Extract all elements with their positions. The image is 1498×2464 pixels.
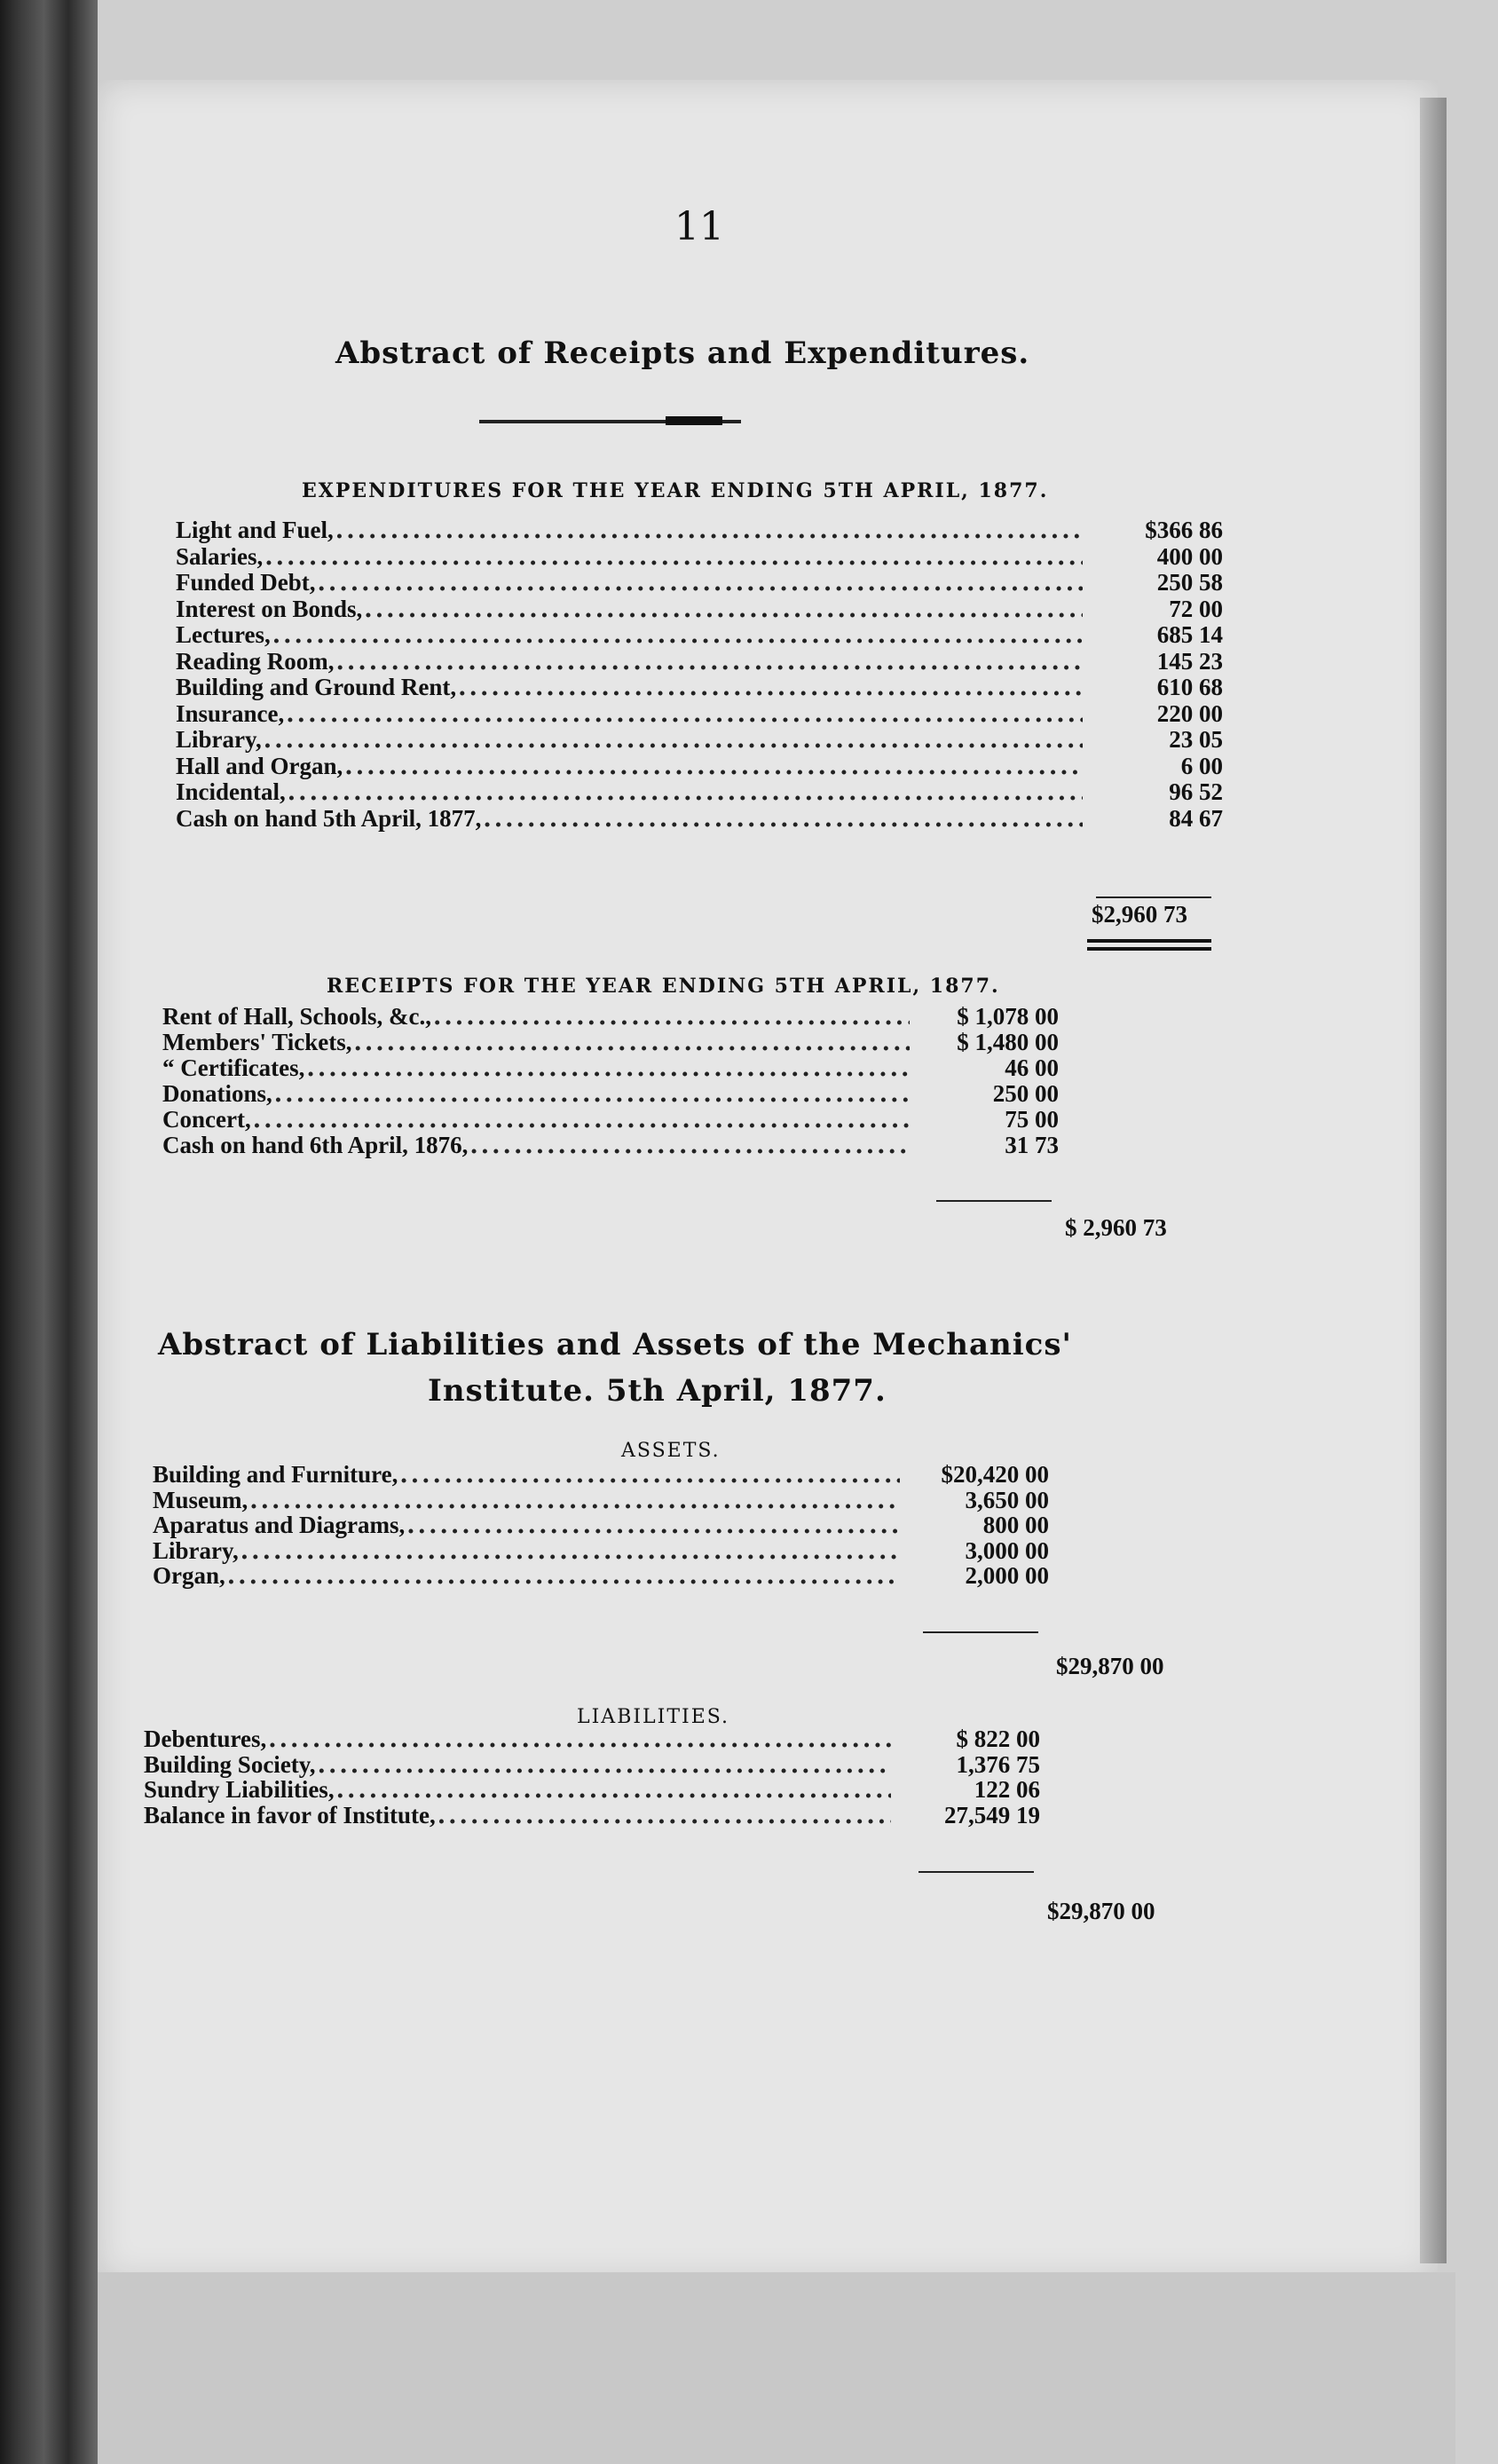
expenditure-row	[176, 648, 1223, 675]
liabilities-caption: LIABILITIES.	[577, 1706, 730, 1728]
expenditure-amount: 6 00	[1180, 752, 1223, 779]
expenditures-caption: EXPENDITURES FOR THE YEAR ENDING 5TH APRIL, 1877.	[302, 479, 1049, 502]
receipt-label: Rent of Hall, Schools, &c.,	[162, 1003, 431, 1030]
book-spine	[0, 0, 98, 2464]
dot-leader	[266, 1726, 891, 1753]
receipt-label: Donations,	[162, 1080, 272, 1107]
dot-leader	[343, 753, 1083, 780]
assets-caption: ASSETS.	[621, 1440, 721, 1462]
liability-row	[144, 1726, 1040, 1752]
dot-leader	[239, 1537, 900, 1565]
liabilities-total: $29,870 00	[1047, 1898, 1155, 1924]
receipt-label: Members' Tickets,	[162, 1029, 352, 1055]
expenditure-label: Library,	[176, 726, 262, 753]
asset-amount: 800 00	[982, 1512, 1049, 1538]
liabilities-rule	[919, 1871, 1034, 1873]
expenditure-amount: 250 58	[1156, 569, 1223, 596]
expenditure-row	[176, 753, 1223, 779]
asset-label: Aparatus and Diagrams,	[153, 1512, 406, 1538]
expenditure-amount: $366 86	[1145, 517, 1223, 543]
expenditure-label: Building and Ground Rent,	[176, 674, 457, 700]
receipts-caption: RECEIPTS FOR THE YEAR ENDING 5TH APRIL, 1877.	[327, 975, 1000, 998]
dot-leader	[262, 726, 1083, 754]
expenditure-label: Salaries,	[176, 542, 264, 570]
asset-row	[153, 1487, 1049, 1513]
asset-amount: $20,420 00	[941, 1461, 1049, 1488]
receipt-row	[162, 1029, 1059, 1055]
expenditure-row	[176, 674, 1223, 700]
expenditures-rule	[1096, 896, 1211, 898]
dot-leader	[481, 805, 1083, 833]
receipt-row	[162, 1003, 1059, 1030]
receipt-row	[162, 1132, 1059, 1158]
liability-amount: 122 06	[974, 1776, 1040, 1803]
page-edge	[1420, 98, 1447, 2263]
asset-row	[153, 1512, 1049, 1538]
expenditure-amount: 96 52	[1169, 778, 1223, 805]
dot-leader	[468, 1132, 910, 1159]
receipt-label: “ Certificates,	[162, 1054, 305, 1081]
document-page	[98, 80, 1438, 2281]
expenditure-amount: 72 00	[1169, 595, 1223, 622]
liability-amount: $ 822 00	[956, 1726, 1040, 1752]
expenditure-label: Reading Room,	[176, 647, 335, 675]
dot-leader	[271, 621, 1083, 649]
expenditure-row	[176, 596, 1223, 622]
expenditure-amount: 84 67	[1169, 804, 1223, 832]
dot-leader	[334, 517, 1083, 544]
expenditure-amount: 610 68	[1156, 674, 1223, 700]
receipt-row	[162, 1054, 1059, 1081]
dot-leader	[316, 1751, 891, 1779]
expenditure-row	[176, 569, 1223, 596]
expenditure-label: Interest on Bonds,	[176, 595, 363, 622]
dot-leader	[316, 569, 1083, 596]
receipt-amount: 75 00	[1005, 1106, 1059, 1133]
asset-label: Organ,	[153, 1562, 225, 1589]
asset-amount: 3,650 00	[965, 1486, 1049, 1513]
receipt-amount: $ 1,078 00	[957, 1003, 1059, 1030]
liability-label: Building Society,	[144, 1750, 316, 1778]
expenditure-row	[176, 543, 1223, 570]
heading-liabilities-assets-line2: Institute. 5th April, 1877.	[428, 1373, 887, 1409]
receipts-total: $ 2,960 73	[1065, 1214, 1167, 1241]
asset-label: Museum,	[153, 1486, 248, 1513]
liability-label: Sundry Liabilities,	[144, 1776, 335, 1803]
expenditure-label: Cash on hand 5th April, 1877,	[176, 804, 482, 832]
expenditure-amount: 23 05	[1169, 726, 1223, 753]
expenditure-row	[176, 726, 1223, 753]
dot-leader	[335, 1776, 891, 1804]
dot-leader	[456, 674, 1083, 701]
assets-total: $29,870 00	[1056, 1653, 1164, 1679]
dot-leader	[431, 1003, 910, 1031]
receipt-label: Cash on hand 6th April, 1876,	[162, 1132, 469, 1158]
asset-label: Library,	[153, 1536, 239, 1564]
expenditure-amount: 685 14	[1156, 621, 1223, 648]
asset-row	[153, 1537, 1049, 1564]
expenditure-amount: 145 23	[1156, 647, 1223, 675]
liability-label: Debentures,	[144, 1726, 267, 1752]
expenditures-total: $2,960 73	[1092, 901, 1187, 928]
receipt-amount: 31 73	[1005, 1132, 1059, 1158]
receipt-amount: $ 1,480 00	[957, 1029, 1059, 1055]
expenditures-total-underline-1	[1087, 939, 1211, 943]
dot-leader	[251, 1106, 910, 1133]
receipts-rule	[936, 1200, 1052, 1202]
scan-background	[98, 2272, 1455, 2464]
liability-label: Balance in favor of Institute,	[144, 1801, 436, 1828]
asset-amount: 2,000 00	[965, 1562, 1049, 1589]
dot-leader	[286, 778, 1083, 806]
expenditures-total-underline-2	[1087, 947, 1211, 951]
liability-row	[144, 1776, 1040, 1803]
asset-row	[153, 1461, 1049, 1488]
expenditure-amount: 400 00	[1156, 542, 1223, 570]
liability-amount: 1,376 75	[956, 1750, 1040, 1778]
expenditure-label: Hall and Organ,	[176, 752, 343, 779]
heading-liabilities-assets-line1: Abstract of Liabilities and Assets of the Mechanics'	[158, 1327, 1072, 1362]
dot-leader	[351, 1029, 910, 1056]
expenditure-label: Light and Fuel,	[176, 517, 334, 543]
heading-receipts-expenditures: Abstract of Receipts and Expenditures.	[335, 336, 1030, 371]
expenditure-label: Funded Debt,	[176, 569, 316, 596]
receipt-row	[162, 1106, 1059, 1133]
expenditure-label: Lectures,	[176, 621, 271, 648]
page-number: 11	[674, 204, 724, 249]
liability-row	[144, 1802, 1040, 1828]
asset-row	[153, 1562, 1049, 1589]
dot-leader	[272, 1080, 910, 1108]
receipt-row	[162, 1080, 1059, 1107]
dot-leader	[225, 1562, 900, 1590]
expenditure-amount: 220 00	[1156, 699, 1223, 727]
expenditure-row	[176, 778, 1223, 805]
receipt-label: Concert,	[162, 1106, 251, 1133]
dot-leader	[362, 596, 1083, 623]
dot-leader	[436, 1802, 891, 1829]
expenditure-row	[176, 517, 1223, 543]
dot-leader	[335, 648, 1083, 675]
receipt-amount: 46 00	[1005, 1054, 1059, 1081]
expenditure-row	[176, 805, 1223, 832]
expenditure-label: Insurance,	[176, 699, 285, 727]
dot-leader	[284, 700, 1083, 728]
liability-row	[144, 1751, 1040, 1778]
expenditure-row	[176, 621, 1223, 648]
dot-leader	[398, 1461, 900, 1489]
asset-amount: 3,000 00	[965, 1536, 1049, 1564]
dot-leader	[263, 543, 1083, 571]
asset-label: Building and Furniture,	[153, 1461, 398, 1488]
dot-leader	[304, 1054, 910, 1082]
assets-rule	[923, 1631, 1038, 1633]
liability-amount: 27,549 19	[944, 1801, 1040, 1828]
ornament-center	[666, 416, 722, 425]
expenditure-label: Incidental,	[176, 778, 286, 805]
dot-leader	[405, 1512, 900, 1539]
expenditure-row	[176, 700, 1223, 727]
receipt-amount: 250 00	[992, 1080, 1059, 1107]
dot-leader	[248, 1487, 900, 1514]
